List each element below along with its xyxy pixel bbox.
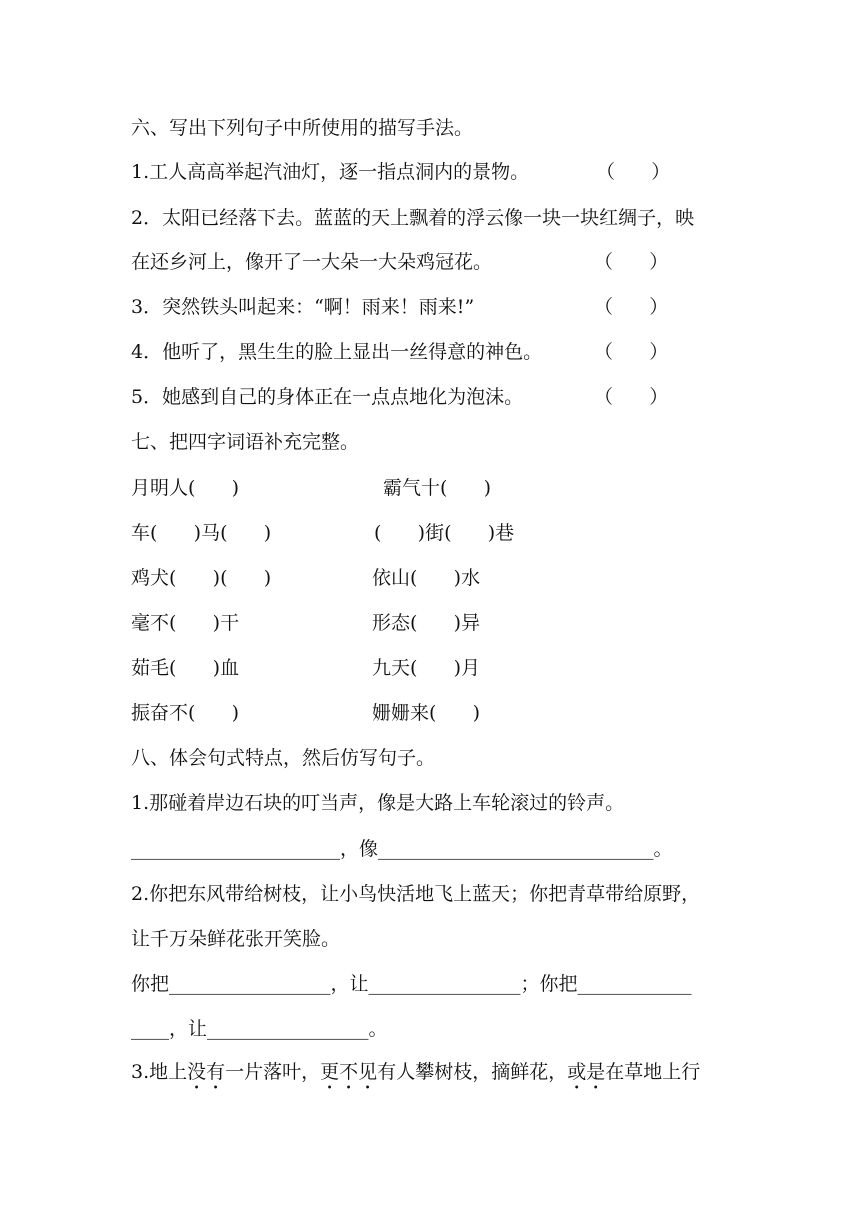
idiom-fill-item[interactable]: 鸡犬( )( ): [131, 567, 272, 589]
answer-line-8-2a[interactable]: 你把_________________，让________________；你把____________: [131, 973, 692, 995]
q3-emphasis-text: 更不见: [320, 1061, 378, 1083]
answer-paren-6-1[interactable]: （ ）: [596, 161, 671, 183]
answer-paren-6-3[interactable]: （ ）: [594, 296, 669, 318]
idiom-fill-item[interactable]: 九天( )月: [372, 657, 481, 679]
q3-text: 一片落叶，: [225, 1061, 321, 1083]
idiom-fill-item[interactable]: 依山( )水: [372, 567, 481, 589]
idiom-fill-item[interactable]: 茹毛( )血: [131, 657, 240, 679]
question-8-2-line2: 让千万朵鲜花张开笑脸。: [131, 928, 341, 950]
section-7-heading: 七、把四字词语补充完整。: [131, 431, 360, 453]
idiom-fill-item[interactable]: 振奋不( ): [131, 702, 240, 724]
idiom-fill-item[interactable]: ( )街( )巷: [374, 522, 515, 544]
question-8-1: 1.那碰着岸边石块的叮当声，像是大路上车轮滚过的铃声。: [131, 792, 625, 814]
answer-paren-6-2[interactable]: （ ）: [594, 251, 669, 273]
question-8-2-line1: 2.你把东风带给树枝，让小鸟快活地飞上蓝天；你把青草带给原野，: [131, 883, 701, 905]
idiom-fill-item[interactable]: 月明人( ): [131, 477, 240, 499]
idiom-fill-item[interactable]: 车( )马( ): [131, 522, 272, 544]
section-6-heading: 六、写出下列句子中所使用的描写手法。: [131, 117, 474, 139]
question-6-2-line2: 在还乡河上，像开了一大朵一大朵鸡冠花。: [131, 251, 493, 273]
idiom-fill-item[interactable]: 形态( )异: [372, 612, 481, 634]
question-8-3: [131, 1060, 700, 1094]
idiom-fill-item[interactable]: 霸气十( ): [383, 477, 492, 499]
question-6-1: 1.工人高高举起汽油灯，逐一指点洞内的景物。: [131, 161, 530, 183]
q3-emphasis-text: 没有: [187, 1061, 226, 1083]
answer-paren-6-5[interactable]: （ ）: [594, 386, 669, 408]
idiom-fill-item[interactable]: 姗姗来( ): [372, 702, 481, 724]
q3-text: 有人攀树枝，摘鲜花，: [377, 1061, 568, 1083]
section-8-heading: 八、体会句式特点，然后仿写句子。: [131, 747, 436, 769]
q3-text: 3.地上: [131, 1061, 188, 1083]
q3-emphasis-text: 或是: [567, 1061, 606, 1083]
answer-paren-6-4[interactable]: （ ）: [594, 341, 669, 363]
q3-text: 在草地上行: [605, 1061, 701, 1083]
question-6-2-line1: 2．太阳已经落下去。蓝蓝的天上飘着的浮云像一块一块红绸子，映: [131, 207, 695, 229]
idiom-fill-item[interactable]: 毫不( )干: [131, 612, 240, 634]
question-6-5: 5．她感到自己的身体正在一点点地化为泡沫。: [131, 386, 524, 408]
question-6-3: 3．突然铁头叫起来：“啊！雨来！雨来!”: [131, 296, 475, 318]
answer-line-8-2b[interactable]: ____，让_________________。: [131, 1018, 388, 1040]
question-6-4: 4．他听了，黑生生的脸上显出一丝得意的神色。: [131, 341, 543, 363]
answer-line-8-1[interactable]: ______________________，像_____________________________。: [131, 838, 673, 860]
